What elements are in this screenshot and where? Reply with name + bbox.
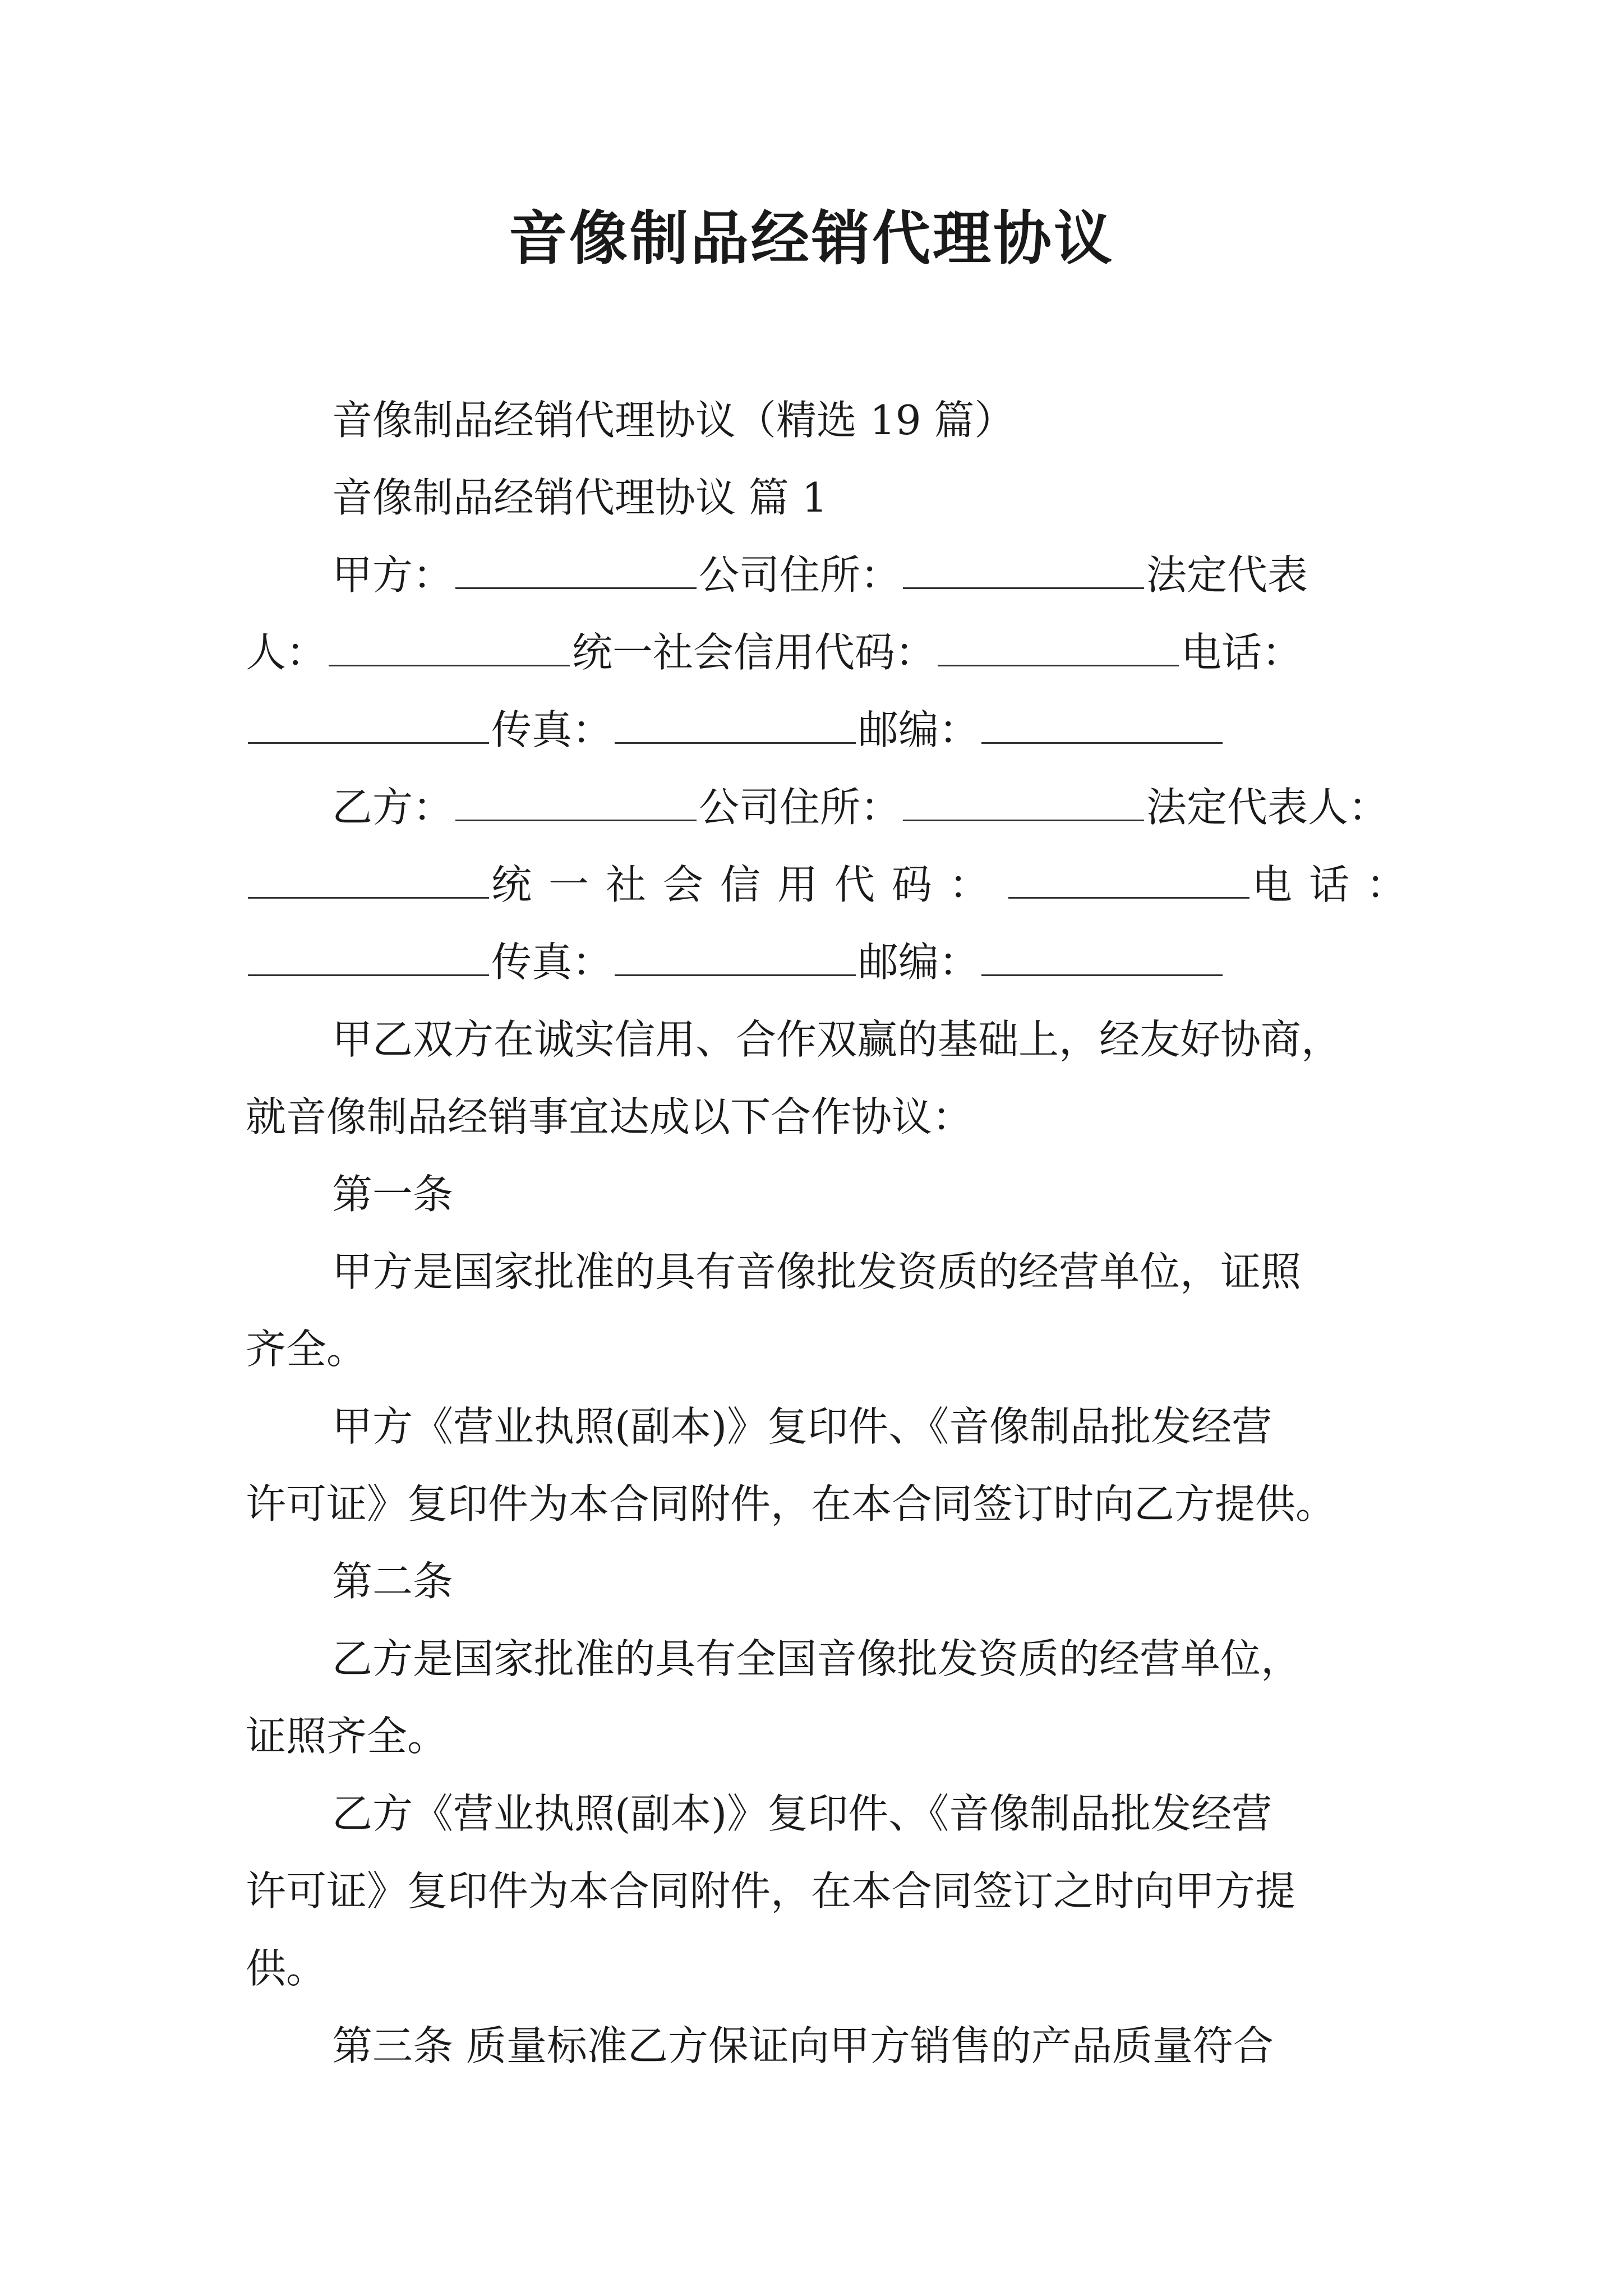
party-b-fax-blank <box>615 940 856 976</box>
party-b-address-blank <box>903 785 1144 821</box>
party-b-line-1 <box>246 769 1389 846</box>
party-a-credit-code-blank <box>938 630 1179 666</box>
party-a-line-1 <box>246 536 1378 614</box>
preamble-line-2: 就音像制品经销事宜达成以下合作协议： <box>246 1093 973 1140</box>
party-a-label: 甲方： <box>332 551 454 599</box>
article-2-p2-line-3: 供。 <box>246 1945 327 1992</box>
party-b-line-3 <box>246 923 1378 1001</box>
party-b-label: 乙方： <box>332 784 454 831</box>
article-2-p1-line-1: 乙方是国家批准的具有全国音像批发资质的经营单位， <box>332 1635 1302 1682</box>
party-a-line-2 <box>246 614 1378 691</box>
party-b-postcode-blank <box>981 940 1223 976</box>
party-a-rep-blank <box>329 630 570 666</box>
party-b-name-blank <box>455 785 697 821</box>
party-b-phone-label: 电话： <box>1252 861 1424 908</box>
party-b-phone-blank <box>248 940 489 976</box>
document-body <box>246 381 1424 2085</box>
party-a-postcode-blank <box>981 707 1223 744</box>
article-1-heading: 第一条 <box>332 1171 454 1218</box>
preamble-line-1: 甲乙双方在诚实信用、合作双赢的基础上，经友好协商， <box>332 1016 1342 1063</box>
party-a-name-blank <box>455 553 697 589</box>
party-b-fax-label: 传真： <box>491 938 613 986</box>
party-a-phone-label: 电话： <box>1181 629 1303 676</box>
document-title: 音像制品经销代理协议 <box>508 204 1114 273</box>
article-2-p2-line-1: 乙方《营业执照(副本)》复印件、《音像制品批发经营 <box>332 1790 1272 1837</box>
article-2-p2-line-2: 许可证》复印件为本合同附件，在本合同签订之时向甲方提 <box>246 1867 1296 1915</box>
party-a-credit-code-label: 统一社会信用代码： <box>572 629 936 676</box>
article-2-p1-line-2: 证照齐全。 <box>246 1713 448 1760</box>
party-a-phone-blank <box>248 707 489 744</box>
article-3-line-1: 第三条 质量标准乙方保证向甲方销售的产品质量符合 <box>332 2022 1274 2069</box>
article-1-p1-line-2: 齐全。 <box>246 1326 367 1373</box>
party-b-rep-blank <box>248 862 489 899</box>
party-b-credit-code-label: 统一社会信用代码： <box>491 861 1007 908</box>
party-b-credit-code-blank <box>1008 862 1249 899</box>
party-a-line-3 <box>246 691 1378 769</box>
party-b-postcode-label: 邮编： <box>858 938 980 986</box>
section-heading: 音像制品经销代理协议 篇 1 <box>332 474 828 521</box>
article-1-p2-line-2: 许可证》复印件为本合同附件，在本合同签订时向乙方提供。 <box>246 1480 1336 1527</box>
party-a-fax-label: 传真： <box>491 706 613 753</box>
party-a-address-label: 公司住所： <box>699 551 901 599</box>
subtitle: 音像制品经销代理协议（精选 19 篇） <box>332 397 1015 444</box>
party-a-fax-blank <box>615 707 856 744</box>
party-b-rep-label: 法定代表人： <box>1146 784 1389 831</box>
article-2-heading: 第二条 <box>332 1558 454 1605</box>
party-a-address-blank <box>903 553 1144 589</box>
party-b-address-label: 公司住所： <box>699 784 901 831</box>
article-1-p1-line-1: 甲方是国家批准的具有音像批发资质的经营单位，证照 <box>332 1248 1302 1295</box>
party-a-rep-label-cont: 人： <box>246 629 327 676</box>
party-a-rep-label: 法定代表 <box>1146 551 1308 599</box>
party-a-postcode-label: 邮编： <box>858 706 980 753</box>
party-b-line-2 <box>246 846 1424 923</box>
article-1-p2-line-1: 甲方《营业执照(副本)》复印件、《音像制品批发经营 <box>332 1403 1272 1450</box>
